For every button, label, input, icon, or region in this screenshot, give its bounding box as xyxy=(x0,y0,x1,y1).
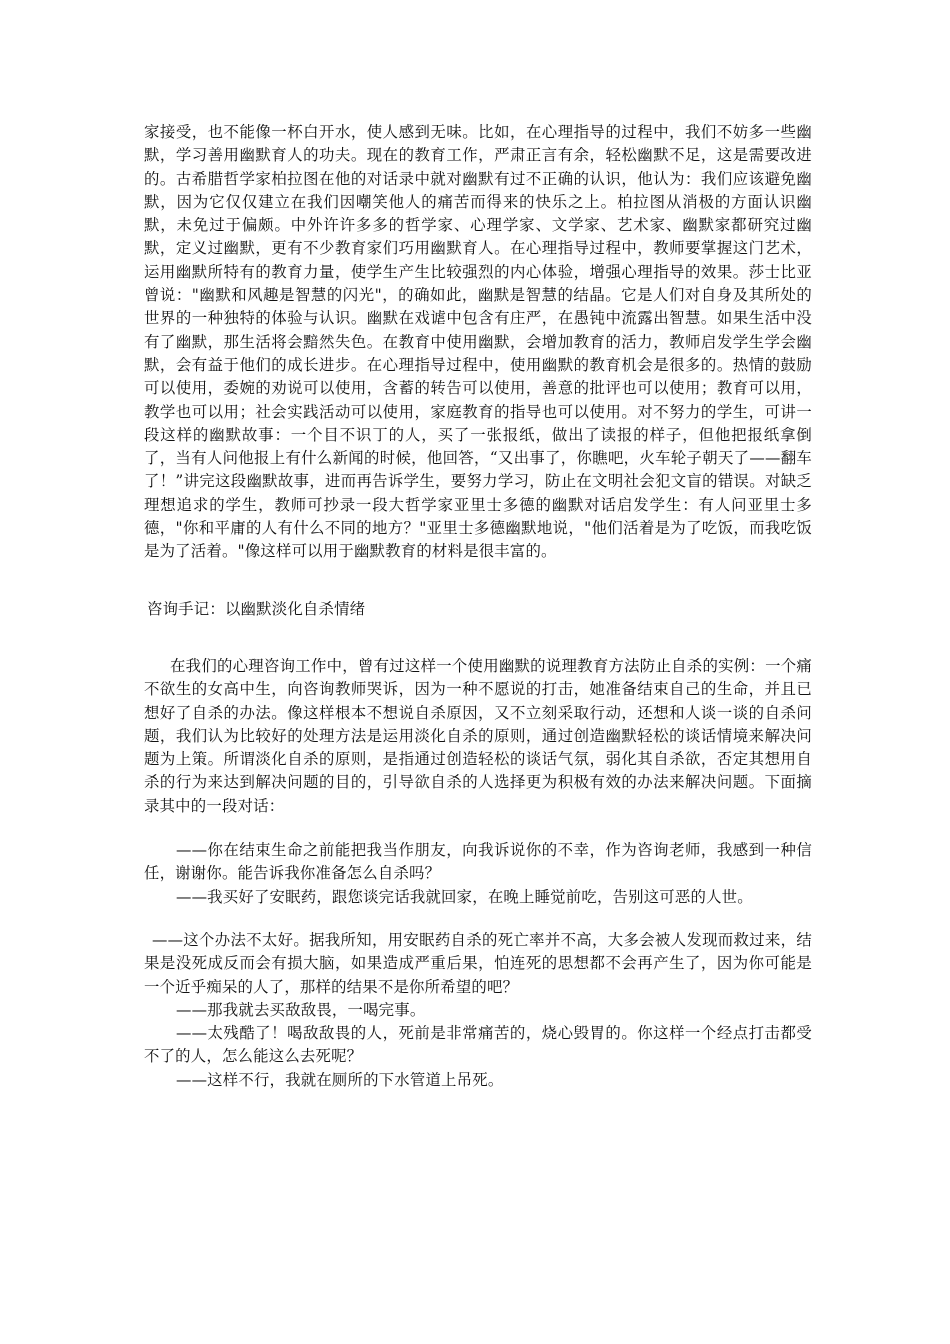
document-page xyxy=(144,121,812,1092)
dialogue-line-1: ——你在结束生命之前能把我当作朋友，向我诉说你的不幸，作为咨询老师，我感到一种信任，谢谢你。能告诉我你准备怎么自杀吗？ xyxy=(144,841,812,883)
intro-paragraph: 家接受，也不能像一杯白开水，使人感到无味。比如，在心理指导的过程中，我们不妨多一些幽默，学习善用幽默育人的功夫。现在的教育工作，严肃正言有余，轻松幽默不足，这是需要改进的。古希腊哲学家柏拉图在他的对话录中就对幽默有过不正确的认识，他认为：我们应该避免幽默，因为它仅仅建立在我们因嘲笑他人的痛苦而得来的快乐之上。柏拉图从消极的方面认识幽默，未免过于偏颇。中外许许多多的哲学家、心理学家、文学家、艺术家、幽默家都研究过幽默，定义过幽默，更有不少教育家们巧用幽默育人。在心理指导过程中，教师要掌握这门艺术，运用幽默所特有的教育力量，使学生产生比较强烈的内心体验，增强心理指导的效果。莎士比亚曾说："幽默和风趣是智慧的闪光"，的确如此，幽默是智慧的结晶。它是人们对自身及其所处的世界的一种独特的体验与认识。幽默在戏谑中包含有庄严，在愚钝中流露出智慧。如果生活中没有了幽默，那生活将会黯然失色。在教育中使用幽默，会增加教育的活力，教师启发学生学会幽默，会有益于他们的成长进步。在心理指导过程中，使用幽默的教育机会是很多的。热情的鼓励可以使用，委婉的劝说可以使用，含蓄的转告可以使用，善意的批评也可以使用；教育可以用，教学也可以用；社会实践活动可以使用，家庭教育的指导也可以使用。对不努力的学生，可讲一段这样的幽默故事：一个目不识丁的人，买了一张报纸，做出了读报的样子，但他把报纸拿倒了，当有人问他报上有什么新闻的时候，他回答，“又出事了，你瞧吧，火车轮子朝天了——翻车了！”讲完这段幽默故事，进而再告诉学生，要努力学习，防止在文明社会犯文盲的错误。对缺乏理想追求的学生，教师可抄录一段大哲学家亚里士多德的幽默对话启发学生：有人问亚里士多德，"你和平庸的人有什么不同的地方？"亚里士多德幽默地说，"他们活着是为了吃饭，而我吃饭是为了活着。"像这样可以用于幽默教育的材料是很丰富的。 xyxy=(144,123,812,561)
section-heading: 咨询手记：以幽默淡化自杀情绪 xyxy=(147,599,366,618)
dialogue-line-4: ——那我就去买敌敌畏，一喝完事。 xyxy=(176,1000,426,1019)
dialogue-line-2: ——我买好了安眠药，跟您谈完话我就回家，在晚上睡觉前吃，告别这可恶的人世。 xyxy=(176,887,753,906)
dialogue-line-3: ——这个办法不太好。据我所知，用安眠药自杀的死亡率并不高，大多会被人发现而救过来，结果是没死成反而会有损大脑，如果造成严重后果，怕连死的思想都不会再产生了，因为你可能是一个近乎痴呆的人了，那样的结果不是你所希望的吧？ xyxy=(144,930,812,996)
dialogue-line-6: ——这样不行，我就在厕所的下水管道上吊死。 xyxy=(176,1070,504,1089)
dialogue-line-5: ——太残酷了！喝敌敌畏的人，死前是非常痛苦的，烧心毁胃的。你这样一个经点打击都受不了的人，怎么能这么去死呢？ xyxy=(144,1024,812,1066)
case-paragraph: 在我们的心理咨询工作中，曾有过这样一个使用幽默的说理教育方法防止自杀的实例：一个痛不欲生的女高中生，向咨询教师哭诉，因为一种不愿说的打击，她准备结束自己的生命，并且已想好了自杀的办法。像这样根本不想说自杀原因，又不立刻采取行动，还想和人谈一谈的自杀问题，我们认为比较好的处理方法是运用淡化自杀的原则，通过创造幽默轻松的谈话情境来解决问题为上策。所谓淡化自杀的原则，是指通过创造轻松的谈话气氛，弱化其自杀欲，否定其想用自杀的行为来达到解决问题的目的，引导欲自杀的人选择更为积极有效的办法来解决问题。下面摘录其中的一段对话： xyxy=(144,656,812,815)
dialogue-block xyxy=(144,839,812,1092)
